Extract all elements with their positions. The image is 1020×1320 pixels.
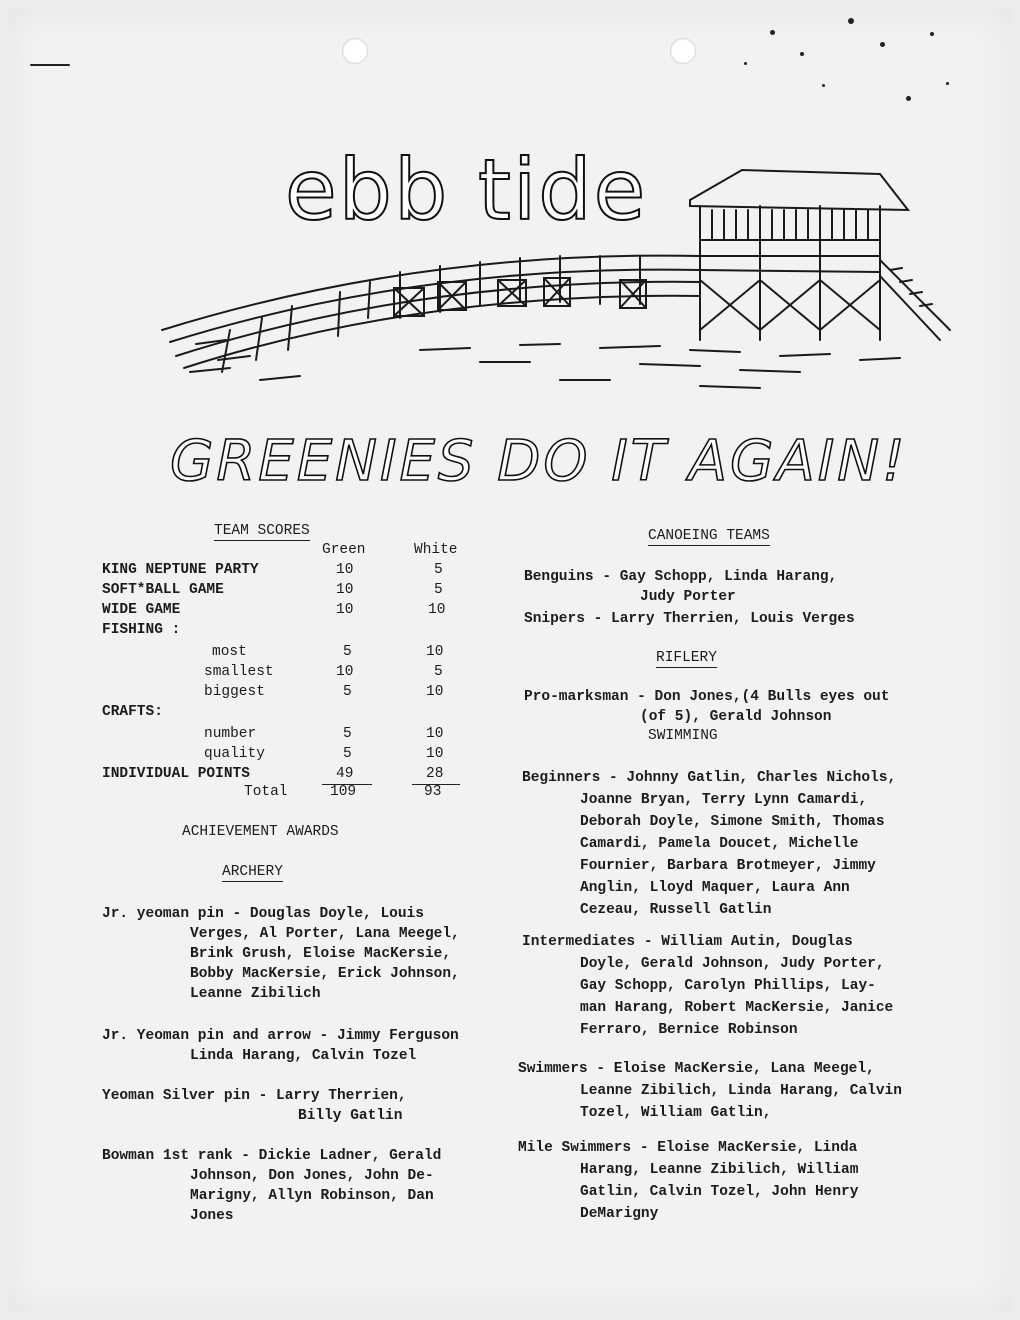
score-label: number xyxy=(204,726,257,742)
score-white: 5 xyxy=(434,562,443,578)
score-label: biggest xyxy=(204,684,265,700)
award-line: Bowman 1st rank - Dickie Ladner, Gerald xyxy=(102,1148,442,1164)
award-line: Leanne Zibilich xyxy=(190,986,321,1002)
score-label: Total xyxy=(244,784,288,800)
award-line: Brink Grush, Eloise MacKersie, xyxy=(190,946,452,962)
score-white: 10 xyxy=(426,684,444,700)
score-white: 28 xyxy=(426,766,444,782)
score-green: 10 xyxy=(336,582,354,598)
swim-line: Joanne Bryan, Terry Lynn Camardi, xyxy=(580,792,868,808)
award-line: Linda Harang, Calvin Tozel xyxy=(190,1048,417,1064)
swim-line: Cezeau, Russell Gatlin xyxy=(580,902,772,918)
swim-line: Beginners - Johnny Gatlin, Charles Nichols, xyxy=(522,770,897,786)
achievement-heading: ACHIEVEMENT AWARDS xyxy=(182,824,339,840)
score-col-green: Green xyxy=(322,542,366,558)
score-green: 5 xyxy=(343,684,352,700)
archery-heading: ARCHERY xyxy=(222,864,283,880)
score-white: 10 xyxy=(426,746,444,762)
masthead-title: ebb tide xyxy=(285,141,648,239)
score-white: 5 xyxy=(434,664,443,680)
score-white: 5 xyxy=(434,582,443,598)
team-scores-heading: TEAM SCORES xyxy=(214,523,310,539)
canoe-line: Benguins - Gay Schopp, Linda Harang, xyxy=(524,569,838,585)
score-label: quality xyxy=(204,746,265,762)
swim-line: Anglin, Lloyd Maquer, Laura Ann xyxy=(580,880,850,896)
swim-line: Deborah Doyle, Simone Smith, Thomas xyxy=(580,814,885,830)
swim-line: Gatlin, Calvin Tozel, John Henry xyxy=(580,1184,859,1200)
award-line: Yeoman Silver pin - Larry Therrien, xyxy=(102,1088,407,1104)
score-white: 10 xyxy=(428,602,446,618)
score-label: INDIVIDUAL POINTS xyxy=(102,766,250,782)
swim-line: Harang, Leanne Zibilich, William xyxy=(580,1162,859,1178)
swim-line: Gay Schopp, Carolyn Phillips, Lay- xyxy=(580,978,876,994)
score-label: KING NEPTUNE PARTY xyxy=(102,562,259,578)
riflery-line: Pro-marksman - Don Jones,(4 Bulls eyes out xyxy=(524,689,890,705)
canoeing-heading: CANOEING TEAMS xyxy=(648,528,770,544)
swim-line: Tozel, William Gatlin, xyxy=(580,1105,772,1121)
swim-line: Mile Swimmers - Eloise MacKersie, Linda xyxy=(518,1140,858,1156)
score-green: 5 xyxy=(343,726,352,742)
page-headline: GREENIES DO IT AGAIN! xyxy=(170,429,908,494)
score-green: 5 xyxy=(343,644,352,660)
score-white: 10 xyxy=(426,644,444,660)
swim-line: Camardi, Pamela Doucet, Michelle xyxy=(580,836,859,852)
award-line: Marigny, Allyn Robinson, Dan xyxy=(190,1188,434,1204)
swim-line: Intermediates - William Autin, Douglas xyxy=(522,934,853,950)
score-label: smallest xyxy=(204,664,274,680)
canoe-line: Judy Porter xyxy=(640,589,736,605)
score-label: SOFT*BALL GAME xyxy=(102,582,224,598)
score-label: CRAFTS: xyxy=(102,704,163,720)
award-line: Billy Gatlin xyxy=(298,1108,403,1124)
award-line: Jones xyxy=(190,1208,234,1224)
award-line: Jr. Yeoman pin and arrow - Jimmy Ferguson xyxy=(102,1028,459,1044)
swim-line: DeMarigny xyxy=(580,1206,659,1222)
score-green: 49 xyxy=(336,766,354,782)
award-line: Johnson, Don Jones, John De- xyxy=(190,1168,434,1184)
canoe-line: Snipers - Larry Therrien, Louis Verges xyxy=(524,611,855,627)
swim-line: Swimmers - Eloise MacKersie, Lana Meegel, xyxy=(518,1061,875,1077)
score-label: WIDE GAME xyxy=(102,602,181,618)
award-line: Verges, Al Porter, Lana Meegel, xyxy=(190,926,460,942)
score-label: most xyxy=(212,644,247,660)
riflery-line: (of 5), Gerald Johnson xyxy=(640,709,832,725)
score-col-white: White xyxy=(414,542,458,558)
score-green: 10 xyxy=(336,664,354,680)
score-green: 10 xyxy=(336,602,354,618)
swim-line: Doyle, Gerald Johnson, Judy Porter, xyxy=(580,956,885,972)
swim-line: Ferraro, Bernice Robinson xyxy=(580,1022,798,1038)
score-white: 93 xyxy=(424,784,442,800)
swim-line: man Harang, Robert MacKersie, Janice xyxy=(580,1000,894,1016)
score-green: 10 xyxy=(336,562,354,578)
score-white: 10 xyxy=(426,726,444,742)
award-line: Jr. yeoman pin - Douglas Doyle, Louis xyxy=(102,906,424,922)
swimming-heading: SWIMMING xyxy=(648,728,718,744)
riflery-heading: RIFLERY xyxy=(656,650,717,666)
score-green: 109 xyxy=(330,784,357,800)
swim-line: Leanne Zibilich, Linda Harang, Calvin xyxy=(580,1083,902,1099)
award-line: Bobby MacKersie, Erick Johnson, xyxy=(190,966,460,982)
score-green: 5 xyxy=(343,746,352,762)
swim-line: Fournier, Barbara Brotmeyer, Jimmy xyxy=(580,858,876,874)
score-label: FISHING : xyxy=(102,622,181,638)
